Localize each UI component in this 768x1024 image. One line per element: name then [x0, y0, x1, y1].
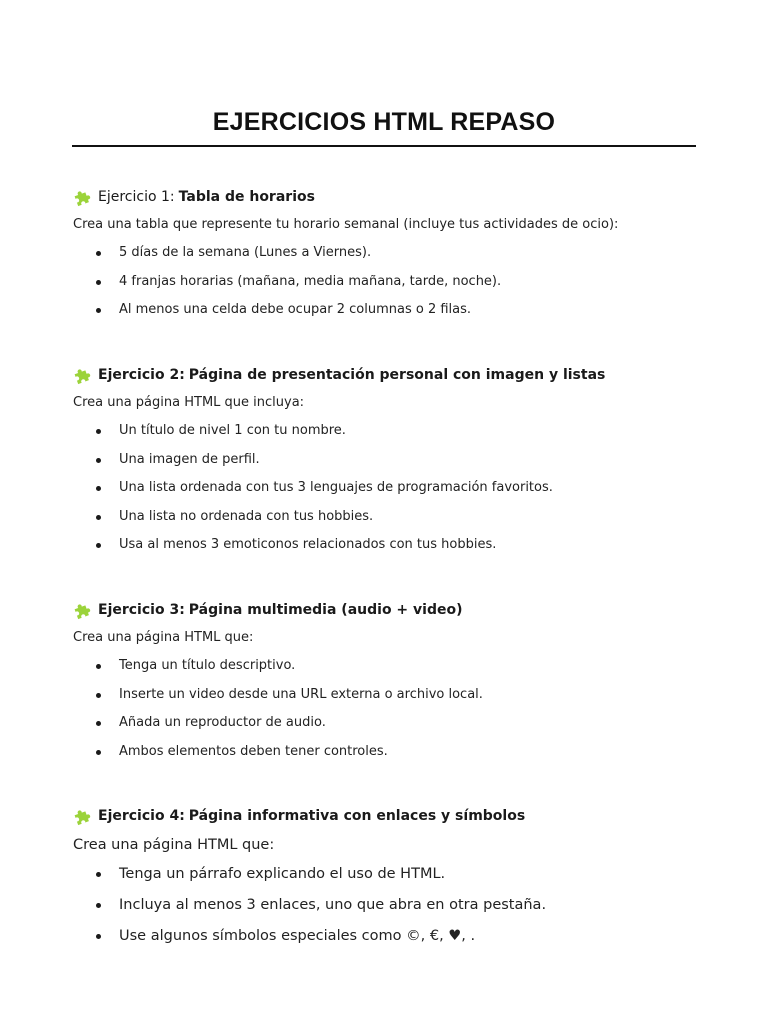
bullet-icon: [96, 486, 101, 491]
bullet-icon: [96, 308, 101, 313]
list-item: [73, 508, 693, 537]
bullet-icon: [96, 515, 101, 520]
list-item: [73, 244, 693, 273]
exercise-3-name: Ejercicio 3:: [98, 602, 185, 618]
exercise-2-section: [73, 364, 693, 565]
list-item-text: Incluya al menos 3 enlaces, uno que abra en otra pestaña.: [119, 897, 547, 913]
list-item-text: Al menos una celda debe ocupar 2 columnas o 2 filas.: [119, 302, 472, 318]
exercise-3-heading: [73, 599, 693, 621]
exercise-1-list: [73, 244, 693, 330]
exercise-3-topic: Página multimedia (audio + video): [188, 602, 463, 618]
exercise-3-intro: Crea una página HTML que:: [73, 630, 254, 645]
bullet-icon: [96, 750, 101, 755]
list-item-text: Inserte un video desde una URL externa o archivo local.: [119, 686, 483, 702]
list-item-text: Una lista ordenada con tus 3 lenguajes de programación favoritos.: [119, 480, 553, 496]
list-item-text: Una imagen de perfil.: [119, 451, 260, 467]
list-item: [73, 927, 693, 958]
bullet-icon: [96, 458, 101, 463]
list-item-text: 4 franjas horarias (mañana, media mañana, tarde, noche).: [119, 273, 502, 289]
title-underline: [72, 145, 696, 147]
list-item: [73, 865, 693, 896]
exercise-4-heading: [73, 805, 693, 827]
list-item: [73, 301, 693, 330]
exercise-4-intro: Crea una página HTML que:: [73, 837, 275, 853]
puzzle-piece-icon: [73, 366, 92, 385]
list-item: [73, 479, 693, 508]
list-item: [73, 896, 693, 927]
exercise-4-list: [73, 865, 693, 958]
exercise-2-topic: Página de presentación personal con imagen y listas: [188, 367, 606, 383]
list-item: [73, 536, 693, 565]
list-item: [73, 273, 693, 302]
exercise-4-topic: Página informativa con enlaces y símbolos: [188, 808, 526, 824]
list-item: [73, 714, 693, 743]
bullet-icon: [96, 280, 101, 285]
list-item-text: 5 días de la semana (Lunes a Viernes).: [119, 245, 372, 260]
bullet-icon: [96, 721, 101, 726]
list-item: [73, 451, 693, 480]
bullet-icon: [96, 543, 101, 548]
list-item-text: Tenga un párrafo explicando el uso de HTML.: [119, 866, 446, 882]
bullet-icon: [96, 251, 101, 256]
exercise-2-name: Ejercicio 2:: [98, 367, 185, 383]
list-item-text: Tenga un título descriptivo.: [119, 658, 296, 673]
bullet-icon: [96, 872, 101, 877]
list-item: [73, 657, 693, 686]
bullet-icon: [96, 934, 101, 939]
exercise-1-name: Ejercicio 1:: [98, 189, 175, 205]
exercise-2-list: [73, 422, 693, 565]
bullet-icon: [96, 903, 101, 908]
exercise-1-intro: Crea una tabla que represente tu horario semanal (incluye tus actividades de ocio):: [73, 217, 619, 232]
list-item-text: Un título de nivel 1 con tu nombre.: [119, 423, 346, 438]
exercise-1-heading: [73, 186, 693, 208]
exercise-3-section: [73, 599, 693, 771]
list-item-text: Añada un reproductor de audio.: [119, 715, 326, 731]
list-item-text: Ambos elementos deben tener controles.: [119, 743, 388, 759]
list-item-text: Use algunos símbolos especiales como ©, €, ♥, .: [119, 928, 476, 944]
document-title: EJERCICIOS HTML REPASO: [212, 108, 556, 136]
puzzle-piece-icon: [73, 807, 92, 826]
list-item-text: Una lista no ordenada con tus hobbies.: [119, 508, 374, 524]
exercise-1-topic: Tabla de horarios: [178, 189, 315, 205]
exercise-2-heading: [73, 364, 693, 386]
puzzle-piece-icon: [73, 188, 92, 207]
exercise-1-section: [73, 186, 693, 330]
bullet-icon: [96, 429, 101, 434]
list-item: [73, 422, 693, 451]
exercise-3-list: [73, 657, 693, 771]
exercise-4-section: [73, 805, 693, 958]
exercise-4-name: Ejercicio 4:: [98, 808, 185, 824]
exercise-2-intro: Crea una página HTML que incluya:: [73, 395, 305, 410]
list-item: [73, 686, 693, 715]
list-item: [73, 743, 693, 772]
puzzle-piece-icon: [73, 601, 92, 620]
bullet-icon: [96, 693, 101, 698]
list-item-text: Usa al menos 3 emoticonos relacionados con tus hobbies.: [119, 537, 497, 553]
bullet-icon: [96, 664, 101, 669]
